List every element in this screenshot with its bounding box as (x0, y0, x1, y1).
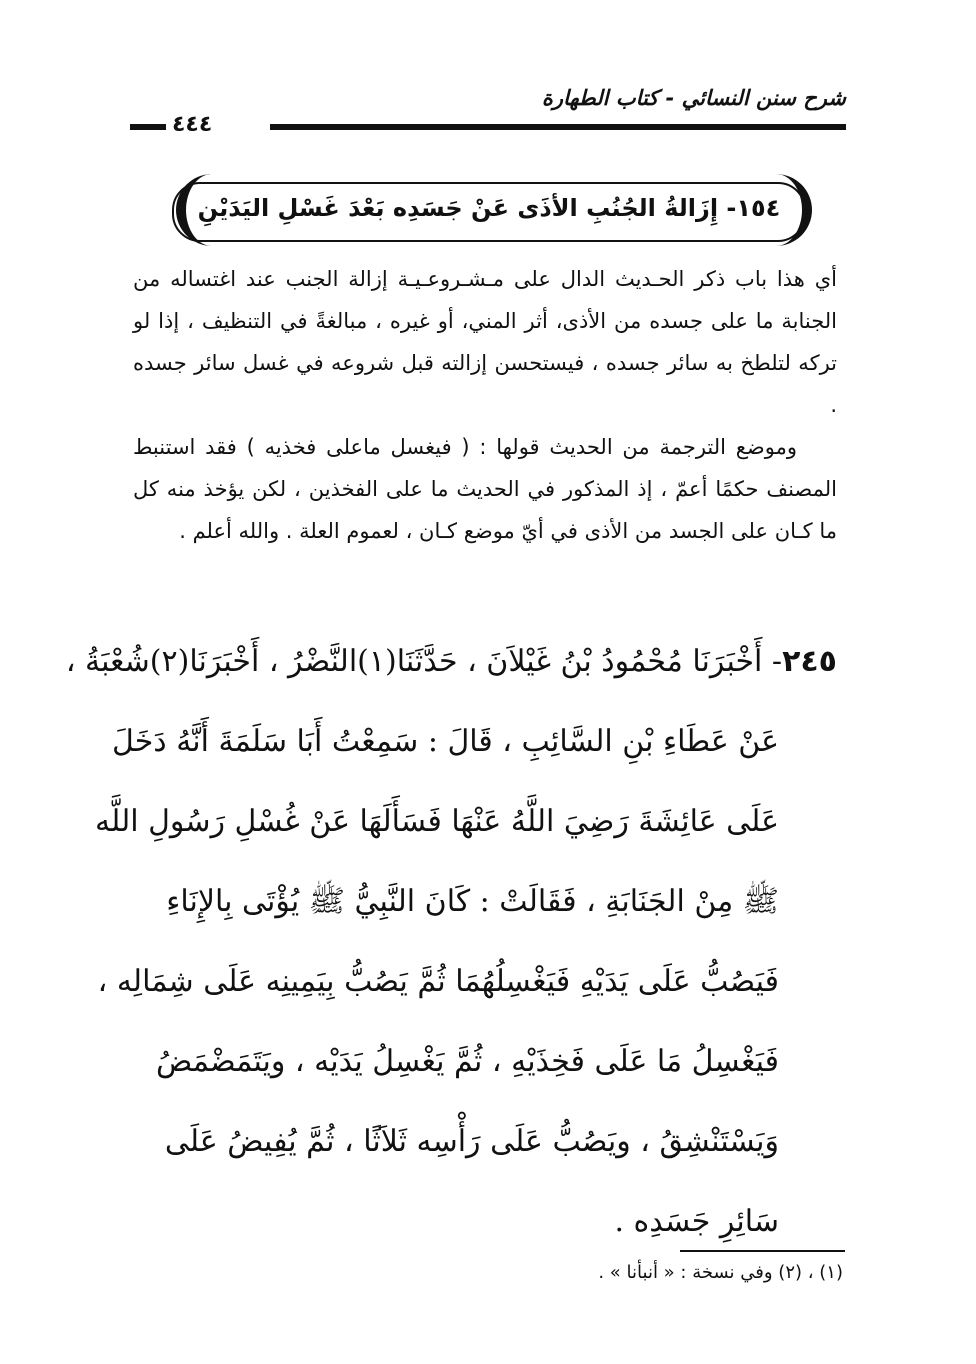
hadith-line-text: أَخْبَرَنَا مُحْمُودُ بْنُ غَيْلاَنَ ، حَدَّثَنَا(١)النَّضْرُ ، أَخْبَرَنَا(٢)شُعْبَةُ ، (65, 644, 763, 679)
book-title: شرح سنن النسائي - كتاب الطهارة (541, 86, 846, 110)
hadith-line: عَلَى عَائِشَةَ رَضِيَ اللَّهُ عَنْهَا فَسَأَلَهَا عَنْ غُسْلِ رَسُولِ اللَّه (95, 804, 779, 839)
chapter-heading: ١٥٤- إِزَالةُ الجُنُبِ الأذَى عَنْ جَسَدِه بَعْدَ غَسْلِ اليَدَيْنِ (197, 194, 781, 222)
footnote-separator (680, 1250, 845, 1252)
hadith-line: ٢٤٥- أَخْبَرَنَا مُحْمُودُ بْنُ غَيْلاَنَ ، حَدَّثَنَا(١)النَّضْرُ ، أَخْبَرَنَا(٢)شُعْبَةُ ، (65, 644, 837, 679)
hadith-text (65, 622, 837, 1262)
running-header (130, 86, 846, 126)
hadith-line: سَائِرِ جَسَدِه . (614, 1204, 779, 1239)
commentary-paragraph: أي هذا باب ذكر الحـديث الدال على مـشـروعـيـة إزالة الجنب عند اغتساله من الجنابة ما على جسده من الأذى، أثر المني، أو غيره ، مبالغةً في التنظيف ، إذا لو تركه لتلطخ به سائر جسده ، فيستحسن إزالته قبل شروعه في غسل سائر جسده . (133, 267, 837, 417)
header-rule-left (130, 124, 166, 130)
hadith-line: فَيَصُبُّ عَلَى يَدَيْهِ فَيَغْسِلُهُمَا ثُمَّ يَصُبُّ بِيَمِينِه عَلَى شِمَالِه ، (97, 964, 779, 999)
hadith-line: وَيَسْتَنْشِقُ ، ويَصُبُّ عَلَى رَأْسِه ثَلاَثًا ، ثُمَّ يُفِيضُ عَلَى (164, 1124, 779, 1159)
hadith-line: عَنْ عَطَاءِ بْنِ السَّائِبِ ، قَالَ : سَمِعْتُ أَبَا سَلَمَةَ أَنَّهُ دَخَلَ (112, 724, 779, 759)
chapter-heading-box (172, 182, 806, 242)
header-rule (130, 124, 846, 134)
footnote: (١) ، (٢) وفي نسخة : « أنبأنا » . (598, 1262, 843, 1283)
hadith-line: ﷺ مِنْ الجَنَابَةِ ، فَقَالَتْ : كَانَ النَّبِيُّ ﷺ يُؤْتَى بِالإِنَاءِ (166, 884, 779, 919)
hadith-number: ٢٤٥ (782, 644, 837, 679)
hadith-line: فَيَغْسِلُ مَا عَلَى فَخِذَيْهِ ، ثُمَّ يَغْسِلُ يَدَيْه ، ويَتَمَضْمَضُ (156, 1044, 779, 1079)
page-number: ٤٤٤ (172, 112, 213, 137)
header-rule-right (270, 124, 846, 130)
commentary (133, 258, 837, 552)
commentary-paragraph: وموضع الترجمة من الحديث قولها : ( فيغسل ماعلى فخذيه ) فقد استنبط المصنف حكمًا أعمّ ، إذ المذكور في الحديث ما على الفخذين ، لكن يؤخذ منه كل ما كـان على الجسد من الأذى في أيّ موضع كـان ، لعموم العلة . والله أعلم . (133, 435, 837, 543)
